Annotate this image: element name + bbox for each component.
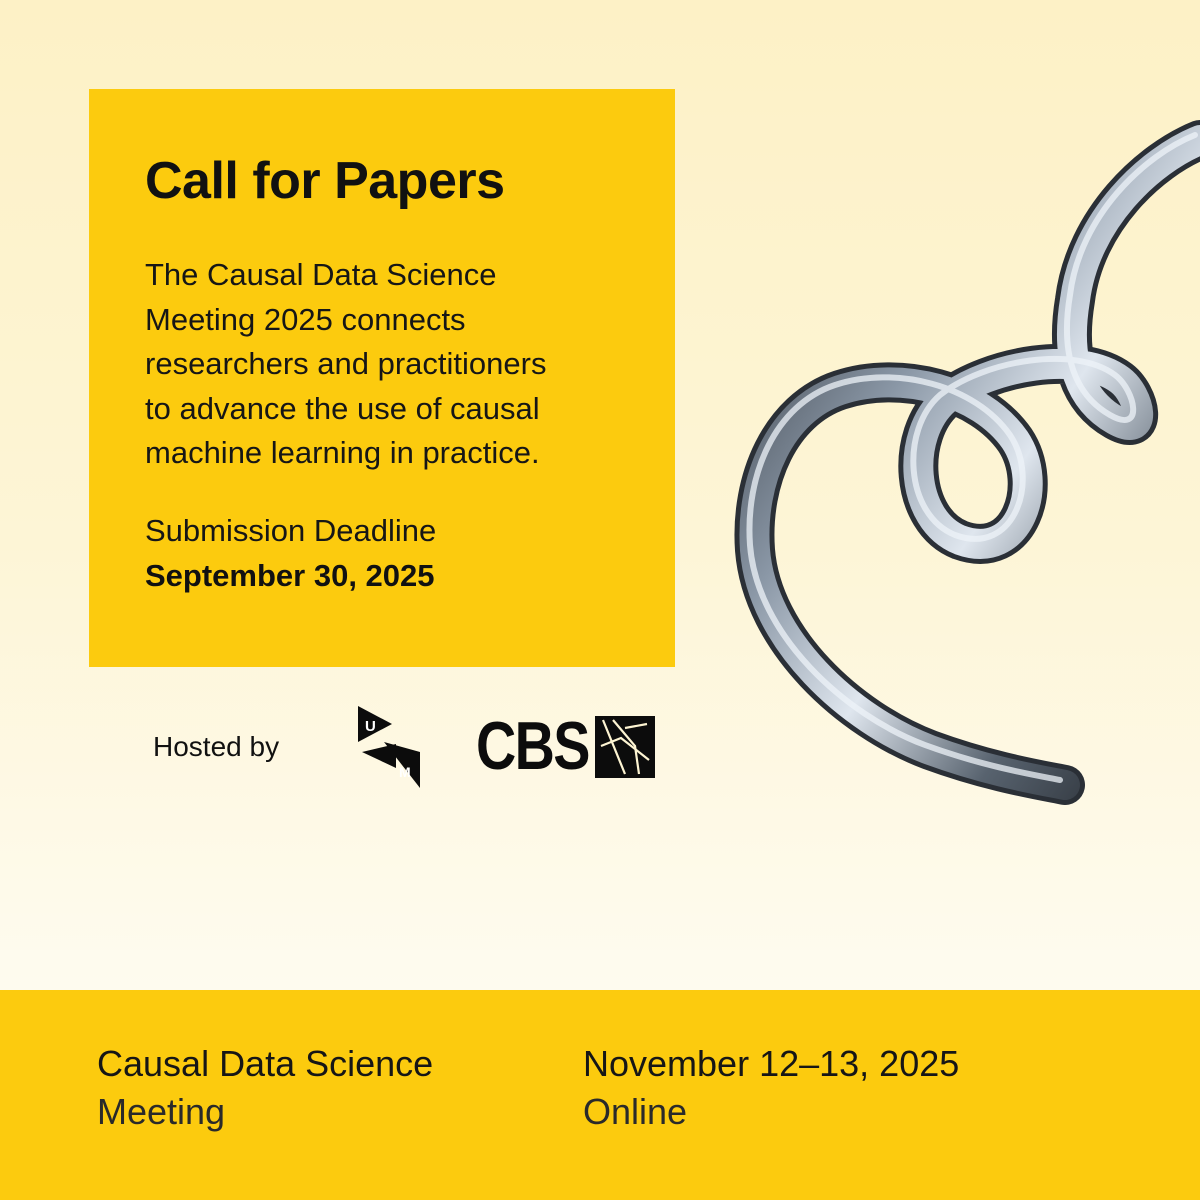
event-name: Causal Data Science — [97, 1043, 434, 1084]
card-description — [145, 253, 655, 476]
um-letter-m: M — [399, 764, 411, 780]
call-for-papers-card — [89, 89, 675, 667]
description-line: to advance the use of causal — [145, 390, 540, 426]
card-title: Call for Papers — [145, 152, 505, 210]
cbs-wordmark: CBS — [476, 708, 589, 784]
event-type: Meeting — [97, 1091, 226, 1132]
hosted-by-label: Hosted by — [153, 731, 280, 762]
deadline-date: September 30, 2025 — [145, 558, 435, 593]
description-line: machine learning in practice. — [145, 435, 540, 470]
event-location: Online — [583, 1091, 688, 1132]
chrome-spiral-graphic — [730, 100, 1200, 860]
um-logo-icon — [356, 704, 422, 790]
description-line: Meeting 2025 connects — [145, 301, 466, 337]
deadline-label: Submission Deadline — [145, 513, 437, 548]
footer-band — [0, 990, 1200, 1200]
description-line: The Causal Data Science — [145, 257, 497, 292]
um-letter-u: U — [365, 718, 376, 735]
cbs-mark-icon — [595, 716, 655, 778]
description-line: researchers and practitioners — [145, 346, 547, 381]
event-dates: November 12–13, 2025 — [583, 1043, 960, 1084]
